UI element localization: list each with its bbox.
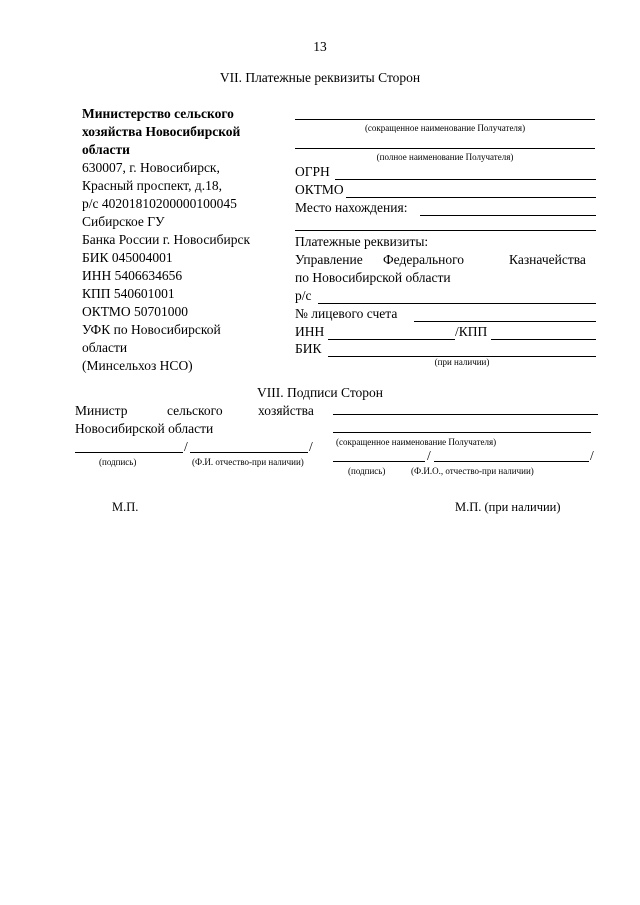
recipient-short-name-line-2 bbox=[333, 432, 591, 433]
ministry-name-line1: Министерство сельского bbox=[82, 106, 234, 121]
ministry-detail-line: ОКТМО 50701000 bbox=[82, 304, 188, 319]
ministry-detail-line: КПП 540601001 bbox=[82, 286, 175, 301]
ministry-detail-line: области bbox=[82, 340, 128, 355]
personal-account-label: № лицевого счета bbox=[295, 306, 398, 321]
minister-word-3: хозяйства bbox=[258, 403, 314, 418]
full-name-field-line bbox=[295, 148, 595, 149]
treasury-word-3: Казначейства bbox=[509, 252, 586, 267]
bik-label: БИК bbox=[295, 341, 322, 356]
ministry-detail-line: ИНН 5406634656 bbox=[82, 268, 183, 283]
oktmo-label: ОКТМО bbox=[295, 182, 344, 197]
minister-name-caption: (Ф.И. отчество-при наличии) bbox=[192, 457, 304, 467]
ministry-name-line2: хозяйства Новосибирской bbox=[82, 124, 241, 139]
minister-signature-caption: (подпись) bbox=[99, 457, 137, 467]
treasury-word-1: Управление bbox=[295, 252, 363, 267]
payment-details-label: Платежные реквизиты: bbox=[295, 234, 429, 249]
recipient-signature-line bbox=[333, 461, 425, 462]
personal-account-field-line bbox=[414, 321, 596, 322]
short-name-field-line bbox=[295, 119, 595, 120]
full-name-caption: (полное наименование Получателя) bbox=[376, 152, 514, 162]
short-name-caption: (сокращенное наименование Получателя) bbox=[364, 123, 526, 133]
minister-signature-line bbox=[75, 452, 183, 453]
ministry-detail-line: Сибирское ГУ bbox=[82, 214, 165, 229]
ministry-name-line3: области bbox=[82, 142, 130, 157]
kpp-field-line bbox=[491, 339, 596, 340]
stamp-right: М.П. (при наличии) bbox=[455, 500, 561, 514]
if-any-caption: (при наличии) bbox=[434, 357, 490, 367]
inn-field-line bbox=[328, 339, 455, 340]
rs-field-line bbox=[318, 303, 596, 304]
ministry-detail-line: (Минсельхоз НСО) bbox=[82, 358, 193, 373]
location-label: Место нахождения: bbox=[295, 200, 408, 215]
signature-slash: / bbox=[590, 448, 594, 463]
section8-title: VIII. Подписи Сторон bbox=[256, 385, 384, 400]
stamp-left: М.П. bbox=[112, 500, 139, 514]
signature-slash: / bbox=[427, 448, 431, 463]
ministry-detail-line: Красный проспект, д.18, bbox=[82, 178, 223, 193]
ministry-detail-line: УФК по Новосибирской bbox=[82, 322, 221, 337]
recipient-signature-caption: (подпись) bbox=[348, 466, 386, 476]
section7-title: VII. Платежные реквизиты Сторон bbox=[219, 70, 421, 85]
ogrn-field-line bbox=[335, 179, 596, 180]
recipient-name-caption: (Ф.И.О., отчество-при наличии) bbox=[411, 466, 534, 476]
minister-word-1: Министр bbox=[75, 403, 128, 418]
minister-word-2: сельского bbox=[167, 403, 223, 418]
treasury-word-2: Федерального bbox=[383, 252, 465, 267]
rs-label: р/с bbox=[295, 288, 312, 303]
recipient-short-name-caption: (сокращенное наименование Получателя) bbox=[336, 437, 497, 447]
location-field-line-2 bbox=[295, 230, 596, 231]
location-field-line bbox=[420, 215, 596, 216]
ogrn-label: ОГРН bbox=[295, 164, 330, 179]
treasury-line-2: по Новосибирской области bbox=[295, 270, 451, 285]
recipient-name-line bbox=[434, 461, 589, 462]
inn-label: ИНН bbox=[295, 324, 325, 339]
ministry-detail-line: 630007, г. Новосибирск, bbox=[82, 160, 220, 175]
ministry-detail-line: Банка России г. Новосибирск bbox=[82, 232, 250, 247]
recipient-short-name-line bbox=[333, 414, 598, 415]
oktmo-field-line bbox=[346, 197, 596, 198]
minister-line-2: Новосибирской области bbox=[75, 421, 214, 436]
signature-slash: / bbox=[184, 439, 188, 454]
ministry-detail-line: р/с 40201810200000100045 bbox=[82, 196, 237, 211]
page-number: 13 bbox=[313, 39, 327, 54]
kpp-label: /КПП bbox=[455, 324, 488, 339]
minister-name-line bbox=[190, 452, 308, 453]
signature-slash: / bbox=[309, 439, 313, 454]
ministry-detail-line: БИК 045004001 bbox=[82, 250, 173, 265]
